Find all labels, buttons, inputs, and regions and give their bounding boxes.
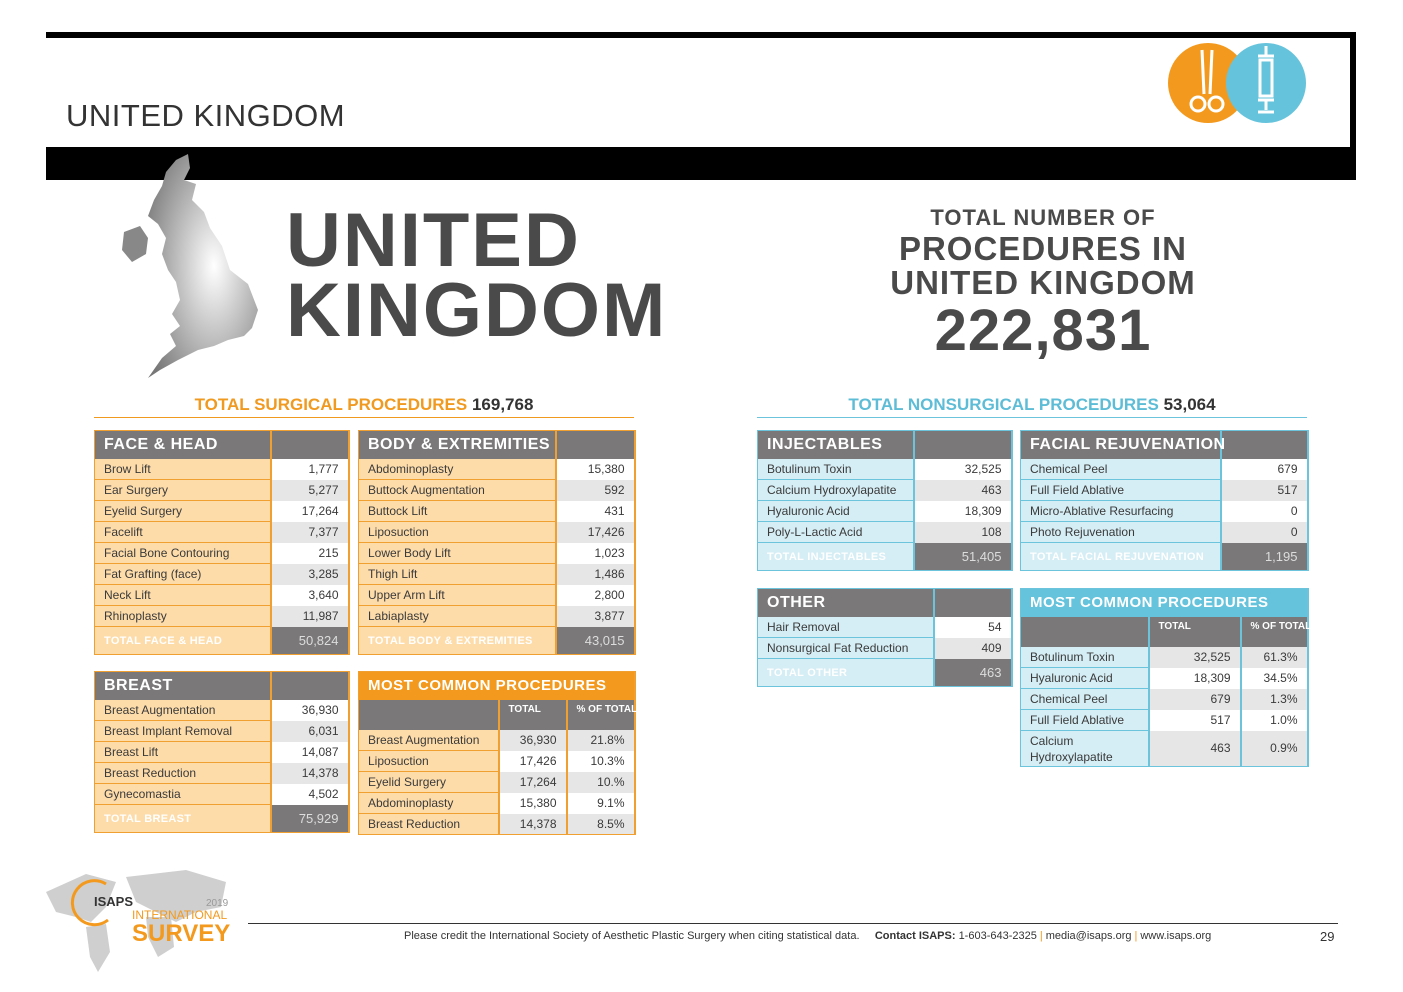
procedure-name: Calcium Hydroxylapatite — [1021, 731, 1149, 767]
table-row — [95, 522, 349, 543]
table-title: OTHER — [758, 589, 934, 617]
total-line2: PROCEDURES IN — [898, 230, 1188, 267]
total-value: 43,015 — [556, 627, 635, 655]
page-title: UNITED KINGDOM — [66, 98, 346, 133]
total-value: 1,195 — [1221, 543, 1308, 571]
procedure-name: Micro-Ablative Resurfacing — [1021, 501, 1221, 522]
procedure-name: Full Field Ablative — [1021, 710, 1149, 731]
procedure-name: Full Field Ablative — [1021, 480, 1221, 501]
page-number: 29 — [1320, 929, 1335, 944]
procedure-name: Breast Augmentation — [95, 700, 271, 721]
procedure-count: 18,309 — [914, 501, 1012, 522]
hero-title-line1: UNITED — [286, 198, 581, 283]
procedure-count: 36,930 — [499, 730, 567, 751]
table-title-blank — [271, 672, 349, 700]
table-row — [359, 522, 635, 543]
procedure-count: 32,525 — [1149, 647, 1241, 668]
procedure-count: 18,309 — [1149, 668, 1241, 689]
table-row — [359, 730, 635, 751]
table-header-row — [1021, 589, 1308, 617]
table-title-blank — [556, 431, 635, 459]
procedure-count: 431 — [556, 501, 635, 522]
surgical-label: TOTAL SURGICAL PROCEDURES — [194, 395, 468, 414]
svg-text:SURVEY: SURVEY — [132, 920, 231, 947]
procedure-name: Thigh Lift — [359, 564, 556, 585]
procedure-name: Facial Bone Contouring — [95, 543, 271, 564]
table-row — [359, 772, 635, 793]
table-row — [95, 501, 349, 522]
column-header-percent: % OF TOTAL — [567, 700, 635, 730]
svg-text:2019: 2019 — [206, 898, 229, 909]
contact-label: Contact ISAPS: — [874, 930, 956, 942]
table-row — [1021, 501, 1308, 522]
table-title-blank — [271, 431, 349, 459]
table-title-blank — [914, 431, 1012, 459]
procedure-count: 17,426 — [499, 751, 567, 772]
table-row — [1021, 710, 1308, 731]
procedure-count: 4,502 — [271, 784, 349, 805]
table-row — [95, 585, 349, 606]
procedure-count: 17,264 — [271, 501, 349, 522]
injectables-table — [757, 430, 1013, 571]
procedure-name: Abdominoplasty — [359, 459, 556, 480]
procedure-count: 517 — [1221, 480, 1308, 501]
procedure-name: Facelift — [95, 522, 271, 543]
total-value: 75,929 — [271, 805, 349, 833]
table-row — [1021, 480, 1308, 501]
procedure-count: 3,877 — [556, 606, 635, 627]
column-header-row — [1021, 617, 1308, 647]
procedure-name: Botulinum Toxin — [758, 459, 914, 480]
table-row — [95, 543, 349, 564]
table-row — [95, 606, 349, 627]
total-label: TOTAL FACIAL REJUVENATION — [1021, 543, 1221, 571]
facial-rejuvenation-table — [1020, 430, 1309, 571]
procedure-name: Botulinum Toxin — [1021, 647, 1149, 668]
table-row — [359, 501, 635, 522]
table-row — [758, 480, 1012, 501]
procedure-count: 14,378 — [499, 814, 567, 835]
procedure-name: Hyaluronic Acid — [1021, 668, 1149, 689]
procedure-name: Fat Grafting (face) — [95, 564, 271, 585]
table-row — [95, 742, 349, 763]
table-title: FACE & HEAD — [95, 431, 271, 459]
table-row — [95, 784, 349, 805]
procedure-count: 1,777 — [271, 459, 349, 480]
procedure-count: 1,023 — [556, 543, 635, 564]
credit-text: Please credit the International Society of Aesthetic Plastic Surgery when citing statistical data. — [404, 930, 860, 942]
nonsurgical-total: 53,064 — [1163, 395, 1216, 414]
surgical-most-common-table — [358, 671, 636, 835]
table-row — [95, 480, 349, 501]
column-header-total: TOTAL — [499, 700, 567, 730]
body-extremities-table — [358, 430, 636, 655]
procedure-name: Hyaluronic Acid — [758, 501, 914, 522]
table-row — [758, 459, 1012, 480]
hero-title — [286, 198, 668, 353]
procedure-name: Buttock Lift — [359, 501, 556, 522]
procedure-count: 15,380 — [499, 793, 567, 814]
table-row — [95, 564, 349, 585]
procedure-name: Neck Lift — [95, 585, 271, 606]
table-row — [1021, 522, 1308, 543]
surgical-total: 169,768 — [471, 395, 534, 414]
contact-website[interactable]: www.isaps.org — [1140, 930, 1212, 942]
total-row — [359, 627, 635, 655]
nonsurgical-label: TOTAL NONSURGICAL PROCEDURES — [848, 395, 1159, 414]
table-row — [1021, 731, 1308, 767]
procedure-name: Breast Lift — [95, 742, 271, 763]
total-line3: UNITED KINGDOM — [890, 264, 1196, 301]
table-row — [758, 617, 1012, 638]
total-value: 51,405 — [914, 543, 1012, 571]
procedure-name: Liposuction — [359, 751, 499, 772]
procedure-name: Breast Reduction — [359, 814, 499, 835]
total-row — [95, 805, 349, 833]
procedure-count: 2,800 — [556, 585, 635, 606]
procedure-count: 5,277 — [271, 480, 349, 501]
procedure-percent: 1.0% — [1241, 710, 1308, 731]
procedure-count: 409 — [934, 638, 1012, 659]
table-header-row — [359, 672, 635, 700]
contact-phone: 1-603-643-2325 — [958, 930, 1037, 942]
table-header-row — [95, 672, 349, 700]
table-row — [95, 763, 349, 784]
table-row — [758, 522, 1012, 543]
procedure-name: Breast Augmentation — [359, 730, 499, 751]
total-row — [758, 543, 1012, 571]
table-row — [359, 814, 635, 835]
total-label: TOTAL OTHER — [758, 659, 934, 687]
procedure-count: 463 — [914, 480, 1012, 501]
table-row — [359, 793, 635, 814]
procedure-percent: 34.5% — [1241, 668, 1308, 689]
total-line1: TOTAL NUMBER OF — [930, 205, 1156, 230]
table-title-blank — [934, 589, 1012, 617]
procedure-name: Nonsurgical Fat Reduction — [758, 638, 934, 659]
procedure-name: Lower Body Lift — [359, 543, 556, 564]
procedure-name: Liposuction — [359, 522, 556, 543]
procedure-count: 3,640 — [271, 585, 349, 606]
procedure-name: Chemical Peel — [1021, 459, 1221, 480]
table-row — [758, 501, 1012, 522]
procedure-name: Eyelid Surgery — [95, 501, 271, 522]
procedure-count: 7,377 — [271, 522, 349, 543]
procedure-count: 679 — [1149, 689, 1241, 710]
table-row — [95, 459, 349, 480]
total-value: 50,824 — [271, 627, 349, 655]
footer-text: Please credit the International Society of Aesthetic Plastic Surgery when citing statistical data. Contact ISAPS: 1-603-643-2325 | media@isaps.org | www.isaps.org — [404, 930, 1212, 942]
procedure-name: Buttock Augmentation — [359, 480, 556, 501]
total-row — [1021, 543, 1308, 571]
svg-text:INTERNATIONAL: INTERNATIONAL — [132, 908, 228, 922]
table-title: FACIAL REJUVENATION — [1021, 431, 1221, 459]
table-row — [1021, 689, 1308, 710]
column-header-row — [359, 700, 635, 730]
syringe-icon — [1226, 43, 1306, 123]
procedure-count: 679 — [1221, 459, 1308, 480]
procedure-percent: 61.3% — [1241, 647, 1308, 668]
procedure-count: 0 — [1221, 501, 1308, 522]
procedure-name: Poly-L-Lactic Acid — [758, 522, 914, 543]
procedure-count: 3,285 — [271, 564, 349, 585]
procedure-count: 17,426 — [556, 522, 635, 543]
table-row — [1021, 647, 1308, 668]
table-header-row — [758, 431, 1012, 459]
table-title: MOST COMMON PROCEDURES — [1021, 589, 1308, 617]
table-row — [95, 700, 349, 721]
procedure-count: 0 — [1221, 522, 1308, 543]
nonsurgical-section-header — [757, 395, 1307, 418]
table-title: INJECTABLES — [758, 431, 914, 459]
procedure-percent: 10.% — [567, 772, 635, 793]
total-value: 222,831 — [934, 298, 1152, 363]
column-header-blank — [359, 700, 499, 730]
contact-email[interactable]: media@isaps.org — [1045, 930, 1132, 942]
procedure-percent: 10.3% — [567, 751, 635, 772]
table-header-row — [1021, 431, 1308, 459]
surgical-section-header — [94, 395, 634, 418]
procedure-name: Hair Removal — [758, 617, 934, 638]
procedure-count: 32,525 — [914, 459, 1012, 480]
nonsurgical-most-common-table — [1020, 588, 1312, 767]
procedure-name: Brow Lift — [95, 459, 271, 480]
table-title-blank — [1221, 431, 1308, 459]
total-procedures-box — [850, 204, 1236, 362]
total-label: TOTAL INJECTABLES — [758, 543, 914, 571]
procedure-percent: 8.5% — [567, 814, 635, 835]
hero-title-line2: KINGDOM — [286, 268, 668, 353]
procedure-name: Rhinoplasty — [95, 606, 271, 627]
procedure-name: Eyelid Surgery — [359, 772, 499, 793]
procedure-name: Labiaplasty — [359, 606, 556, 627]
table-row — [359, 543, 635, 564]
isaps-survey-logo — [36, 862, 236, 977]
total-row — [758, 659, 1012, 687]
table-row — [758, 638, 1012, 659]
procedure-name: Gynecomastia — [95, 784, 271, 805]
procedure-count: 54 — [934, 617, 1012, 638]
table-row — [359, 459, 635, 480]
procedure-name: Abdominoplasty — [359, 793, 499, 814]
table-row — [359, 606, 635, 627]
breast-table — [94, 671, 350, 833]
procedure-count: 14,087 — [271, 742, 349, 763]
face-head-table — [94, 430, 350, 655]
procedure-name: Photo Rejuvenation — [1021, 522, 1221, 543]
procedure-count: 6,031 — [271, 721, 349, 742]
table-row — [359, 585, 635, 606]
top-frame-bar — [46, 32, 1356, 38]
procedure-icons — [1166, 42, 1310, 126]
total-value: 463 — [934, 659, 1012, 687]
table-title: MOST COMMON PROCEDURES — [359, 672, 635, 700]
procedure-count: 15,380 — [556, 459, 635, 480]
procedure-count: 463 — [1149, 731, 1241, 767]
table-row — [359, 564, 635, 585]
table-header-row — [359, 431, 635, 459]
total-label: TOTAL FACE & HEAD — [95, 627, 271, 655]
total-row — [95, 627, 349, 655]
procedure-name: Chemical Peel — [1021, 689, 1149, 710]
column-header-total: TOTAL — [1149, 617, 1241, 647]
procedure-name: Breast Implant Removal — [95, 721, 271, 742]
table-row — [359, 751, 635, 772]
procedure-percent: 1.3% — [1241, 689, 1308, 710]
table-row — [95, 721, 349, 742]
procedure-percent: 0.9% — [1241, 731, 1308, 767]
procedure-count: 1,486 — [556, 564, 635, 585]
column-header-blank — [1021, 617, 1149, 647]
uk-map — [118, 150, 263, 382]
procedure-name: Ear Surgery — [95, 480, 271, 501]
table-header-row — [758, 589, 1012, 617]
procedure-percent: 21.8% — [567, 730, 635, 751]
table-title: BODY & EXTREMITIES — [359, 431, 556, 459]
procedure-count: 36,930 — [271, 700, 349, 721]
procedure-count: 517 — [1149, 710, 1241, 731]
procedure-count: 108 — [914, 522, 1012, 543]
other-table — [757, 588, 1013, 687]
table-row — [359, 480, 635, 501]
procedure-name: Upper Arm Lift — [359, 585, 556, 606]
column-header-percent: % OF TOTAL — [1241, 617, 1308, 647]
procedure-count: 17,264 — [499, 772, 567, 793]
procedure-count: 11,987 — [271, 606, 349, 627]
table-header-row — [95, 431, 349, 459]
procedure-percent: 9.1% — [567, 793, 635, 814]
procedure-name: Breast Reduction — [95, 763, 271, 784]
procedure-name: Calcium Hydroxylapatite — [758, 480, 914, 501]
table-row — [1021, 668, 1308, 689]
svg-text:ISAPS: ISAPS — [94, 894, 134, 909]
procedure-count: 592 — [556, 480, 635, 501]
total-label: TOTAL BREAST — [95, 805, 271, 833]
procedure-count: 215 — [271, 543, 349, 564]
table-row — [1021, 459, 1308, 480]
footer-divider — [248, 923, 1338, 924]
table-title: BREAST — [95, 672, 271, 700]
total-label: TOTAL BODY & EXTREMITIES — [359, 627, 556, 655]
procedure-count: 14,378 — [271, 763, 349, 784]
